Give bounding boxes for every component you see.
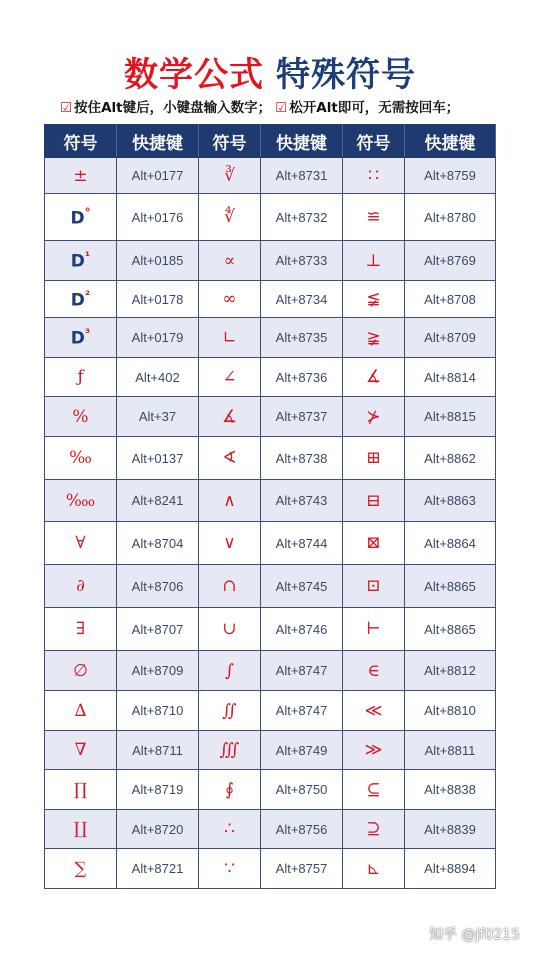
- shortcut-cell: Alt+8747: [261, 651, 343, 691]
- instruction-text-1: 按住Alt键后，小键盘输入数字；: [74, 100, 272, 116]
- shortcut-cell: Alt+8780: [405, 194, 496, 241]
- header-shortcut: 快捷键: [261, 125, 343, 158]
- table-body: [45, 158, 496, 889]
- checkbox-icon: ☑: [60, 100, 73, 116]
- shortcut-cell: Alt+8733: [261, 241, 343, 281]
- symbol-cell: [45, 241, 117, 281]
- symbol-cell: ∬: [199, 691, 261, 731]
- symbol-cell: ⊆: [343, 770, 405, 810]
- shortcut-cell: Alt+8738: [261, 437, 343, 480]
- symbol-cell: ∮: [199, 770, 261, 810]
- symbol-cell: ⊡: [343, 565, 405, 608]
- symbol-cell: ∭: [199, 731, 261, 770]
- symbol-cell: ⊢: [343, 608, 405, 651]
- symbol-base: D: [70, 290, 85, 311]
- instruction-text-2: 松开Alt即可，无需按回车；: [289, 100, 460, 116]
- symbol-cell: ⊁: [343, 397, 405, 437]
- symbol-cell: ∴: [199, 810, 261, 849]
- shortcut-cell: Alt+8720: [117, 810, 199, 849]
- shortcut-cell: Alt+0179: [117, 318, 199, 358]
- symbol-superscript: ¹: [84, 249, 91, 264]
- shortcut-cell: Alt+8746: [261, 608, 343, 651]
- symbol-cell: ∛: [199, 158, 261, 194]
- symbol-cell: ≫: [343, 731, 405, 770]
- shortcut-cell: Alt+8769: [405, 241, 496, 281]
- symbol-table: [44, 124, 496, 889]
- shortcut-cell: Alt+8735: [261, 318, 343, 358]
- shortcut-cell: Alt+0178: [117, 281, 199, 318]
- symbol-base: D: [70, 208, 85, 229]
- symbol-cell: ∷: [343, 158, 405, 194]
- shortcut-cell: Alt+8707: [117, 608, 199, 651]
- shortcut-cell: Alt+8749: [261, 731, 343, 770]
- shortcut-cell: Alt+8894: [405, 849, 496, 889]
- table-row: [45, 241, 496, 281]
- symbol-superscript: °: [84, 205, 91, 220]
- shortcut-cell: Alt+8744: [261, 522, 343, 565]
- symbol-cell: ∫: [199, 651, 261, 691]
- table-row: [45, 731, 496, 770]
- symbol-cell: ≌: [343, 194, 405, 241]
- table-row: [45, 480, 496, 522]
- symbol-cell: ∧: [199, 480, 261, 522]
- symbol-cell: ∑: [45, 849, 117, 889]
- shortcut-cell: Alt+8745: [261, 565, 343, 608]
- symbol-cell: ⊥: [343, 241, 405, 281]
- table-row: [45, 691, 496, 731]
- shortcut-cell: Alt+8709: [405, 318, 496, 358]
- symbol-cell: ‰: [45, 437, 117, 480]
- shortcut-cell: Alt+8706: [117, 565, 199, 608]
- shortcut-cell: Alt+8839: [405, 810, 496, 849]
- symbol-cell: ∀: [45, 522, 117, 565]
- symbol-cell: ⊟: [343, 480, 405, 522]
- shortcut-cell: Alt+8812: [405, 651, 496, 691]
- shortcut-cell: Alt+0185: [117, 241, 199, 281]
- symbol-cell: ∜: [199, 194, 261, 241]
- symbol-cell: ∃: [45, 608, 117, 651]
- title-part-2: 特殊符号: [276, 55, 416, 95]
- shortcut-cell: Alt+8811: [405, 731, 496, 770]
- shortcut-cell: Alt+0176: [117, 194, 199, 241]
- shortcut-cell: Alt+8757: [261, 849, 343, 889]
- shortcut-cell: Alt+8863: [405, 480, 496, 522]
- shortcut-cell: Alt+8865: [405, 565, 496, 608]
- symbol-superscript: ²: [84, 287, 91, 302]
- table-row: [45, 522, 496, 565]
- symbol-base: D: [70, 251, 85, 272]
- shortcut-cell: Alt+8731: [261, 158, 343, 194]
- symbol-cell: ∪: [199, 608, 261, 651]
- table-row: [45, 849, 496, 889]
- shortcut-cell: Alt+8810: [405, 691, 496, 731]
- symbol-cell: ±: [45, 158, 117, 194]
- symbol-superscript: ³: [84, 326, 91, 341]
- header-symbol: 符号: [45, 125, 117, 158]
- symbol-cell: ∵: [199, 849, 261, 889]
- table-row: [45, 318, 496, 358]
- shortcut-cell: Alt+8732: [261, 194, 343, 241]
- symbol-cell: ∡: [343, 358, 405, 397]
- table-row: [45, 397, 496, 437]
- header-symbol: 符号: [199, 125, 261, 158]
- title-part-1: 数学公式: [124, 55, 264, 95]
- symbol-cell: ∏: [45, 770, 117, 810]
- symbol-cell: ∝: [199, 241, 261, 281]
- table-row: [45, 358, 496, 397]
- checkbox-icon: ☑: [275, 100, 288, 116]
- symbol-cell: ∨: [199, 522, 261, 565]
- shortcut-cell: Alt+8241: [117, 480, 199, 522]
- header-shortcut: 快捷键: [117, 125, 199, 158]
- shortcut-cell: Alt+402: [117, 358, 199, 397]
- symbol-cell: ∆: [45, 691, 117, 731]
- symbol-cell: ∠: [199, 358, 261, 397]
- shortcut-cell: Alt+8734: [261, 281, 343, 318]
- shortcut-cell: Alt+8708: [405, 281, 496, 318]
- shortcut-cell: Alt+8736: [261, 358, 343, 397]
- symbol-cell: ƒ: [45, 358, 117, 397]
- shortcut-cell: Alt+8838: [405, 770, 496, 810]
- shortcut-cell: Alt+8721: [117, 849, 199, 889]
- shortcut-cell: Alt+8756: [261, 810, 343, 849]
- shortcut-cell: Alt+37: [117, 397, 199, 437]
- header-shortcut: 快捷键: [405, 125, 496, 158]
- page-title: [0, 52, 540, 98]
- shortcut-cell: Alt+8750: [261, 770, 343, 810]
- shortcut-cell: Alt+8865: [405, 608, 496, 651]
- header-symbol: 符号: [343, 125, 405, 158]
- symbol-cell: ≩: [343, 318, 405, 358]
- symbol-cell: ⊠: [343, 522, 405, 565]
- table-row: [45, 810, 496, 849]
- symbol-cell: ∟: [199, 318, 261, 358]
- symbol-cell: ≨: [343, 281, 405, 318]
- shortcut-cell: Alt+8704: [117, 522, 199, 565]
- symbol-cell: ∩: [199, 565, 261, 608]
- symbol-cell: [45, 281, 117, 318]
- watermark: 知乎 @jf0215: [429, 927, 520, 943]
- symbol-cell: ⊞: [343, 437, 405, 480]
- symbol-cell: ‱: [45, 480, 117, 522]
- symbol-cell: ⊾: [343, 849, 405, 889]
- shortcut-cell: Alt+8743: [261, 480, 343, 522]
- symbol-cell: ∡: [199, 397, 261, 437]
- symbol-cell: ∞: [199, 281, 261, 318]
- symbol-base: D: [70, 328, 85, 349]
- shortcut-cell: Alt+8747: [261, 691, 343, 731]
- symbol-cell: ⊇: [343, 810, 405, 849]
- shortcut-cell: Alt+8864: [405, 522, 496, 565]
- table-row: [45, 437, 496, 480]
- table-row: [45, 565, 496, 608]
- shortcut-cell: Alt+8862: [405, 437, 496, 480]
- symbol-cell: %: [45, 397, 117, 437]
- instruction-line: [60, 98, 459, 118]
- table-row: [45, 608, 496, 651]
- shortcut-cell: Alt+0177: [117, 158, 199, 194]
- shortcut-cell: Alt+0137: [117, 437, 199, 480]
- table-row: [45, 194, 496, 241]
- shortcut-cell: Alt+8709: [117, 651, 199, 691]
- table-row: [45, 770, 496, 810]
- shortcut-cell: Alt+8737: [261, 397, 343, 437]
- symbol-cell: [45, 194, 117, 241]
- symbol-cell: ∐: [45, 810, 117, 849]
- table-row: [45, 651, 496, 691]
- shortcut-cell: Alt+8719: [117, 770, 199, 810]
- shortcut-cell: Alt+8710: [117, 691, 199, 731]
- symbol-cell: ≪: [343, 691, 405, 731]
- symbol-cell: ∢: [199, 437, 261, 480]
- symbol-cell: ∈: [343, 651, 405, 691]
- symbol-cell: [45, 318, 117, 358]
- shortcut-cell: Alt+8711: [117, 731, 199, 770]
- symbol-cell: ∅: [45, 651, 117, 691]
- shortcut-cell: Alt+8814: [405, 358, 496, 397]
- table-row: [45, 158, 496, 194]
- shortcut-cell: Alt+8815: [405, 397, 496, 437]
- table-row: [45, 281, 496, 318]
- symbol-cell: ∇: [45, 731, 117, 770]
- table-header-row: [45, 125, 496, 158]
- shortcut-cell: Alt+8759: [405, 158, 496, 194]
- symbol-cell: ∂: [45, 565, 117, 608]
